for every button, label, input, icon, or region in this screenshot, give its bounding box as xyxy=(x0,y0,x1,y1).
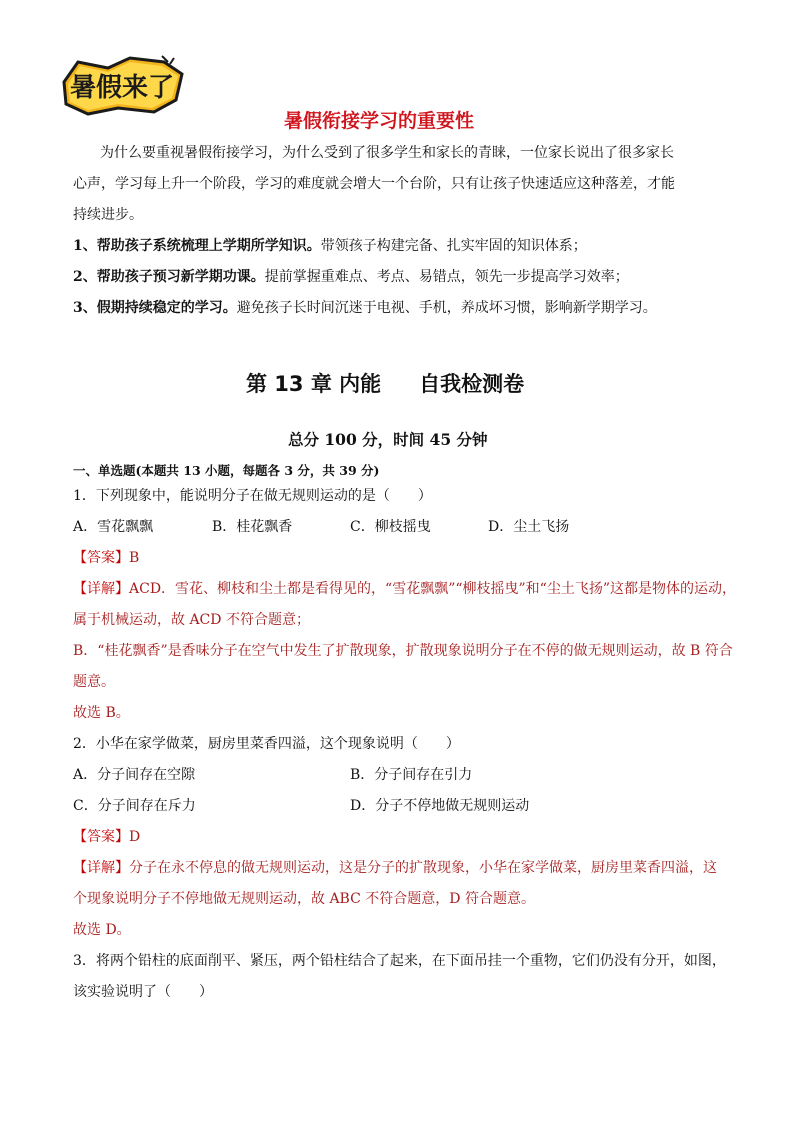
q2-detail-tag: 【详解】 xyxy=(73,860,129,876)
q2-answer-value: D xyxy=(129,829,141,845)
intro-point-2 xyxy=(73,267,629,287)
intro-point-3-body: 避免孩子长时间沉迷于电视、手机，养成坏习惯，影响新学期学习。 xyxy=(236,300,657,316)
intro-para-line-3: 持续进步。 xyxy=(73,207,143,223)
q2-option-b: B．分子间存在引力 xyxy=(350,767,473,783)
chapter-title xyxy=(246,368,524,398)
summer-vacation-logo xyxy=(58,52,186,118)
q3-stem-line-1: 3．将两个铅柱的底面削平、紧压，两个铅柱结合了起来，在下面吊挂一个重物，它们仍没有分开，如图， xyxy=(73,953,726,969)
q1-answer xyxy=(73,548,139,568)
q1-option-a: A．雪花飘飘 xyxy=(73,519,154,535)
logo-text: 暑假来了 xyxy=(69,73,175,103)
q1-answer-tag: 【答案】 xyxy=(73,550,129,566)
intro-point-2-head: 2、帮助孩子预习新学期功课。 xyxy=(73,269,265,285)
q2-answer xyxy=(73,827,140,847)
q2-detail-text-1: 分子在永不停息的做无规则运动，这是分子的扩散现象，小华在家学做菜，厨房里菜香四溢，这 xyxy=(129,860,717,876)
q1-detail-text-1: ACD．雪花、柳枝和尘土都是看得见的，“雪花飘飘”“柳枝摇曳”和“尘土飞扬”这都是物体的运动， xyxy=(129,581,736,597)
q2-option-d: D．分子不停地做无规则运动 xyxy=(350,798,530,814)
q1-answer-value: B xyxy=(129,550,140,566)
q1-detail-tag: 【详解】 xyxy=(73,581,129,597)
q1-detail-line-4: 题意。 xyxy=(73,674,115,690)
q1-detail-line-1 xyxy=(73,579,736,599)
intro-point-3 xyxy=(73,298,657,318)
chapter-title-main: 第 13 章 内能 xyxy=(246,372,382,396)
q1-detail-line-3: B．“桂花飘香”是香味分子在空气中发生了扩散现象，扩散现象说明分子在不停的做无规则运动，故 B 符合 xyxy=(73,643,733,659)
q1-detail-line-2: 属于机械运动，故 ACD 不符合题意； xyxy=(73,612,310,628)
q2-option-a: A．分子间存在空隙 xyxy=(73,767,196,783)
intro-point-3-head: 3、假期持续稳定的学习。 xyxy=(73,300,237,316)
intro-point-1 xyxy=(73,236,587,256)
q2-detail-line-1 xyxy=(73,858,717,878)
q1-option-b: B．桂花飘香 xyxy=(212,519,293,535)
q3-stem-line-2: 该实验说明了（ ） xyxy=(73,984,213,1000)
q2-detail-line-2: 个现象说明分子不停地做无规则运动，故 ABC 不符合题意，D 符合题意。 xyxy=(73,891,535,907)
q2-conclusion: 故选 D。 xyxy=(73,922,131,938)
intro-point-1-body: 带领孩子构建完备、扎实牢固的知识体系； xyxy=(320,238,587,254)
section-heading: 一、单选题(本题共 13 小题，每题各 3 分，共 39 分) xyxy=(73,463,380,478)
score-line: 总分 100 分，时间 45 分钟 xyxy=(288,430,488,449)
q1-option-c: C．柳枝摇曳 xyxy=(350,519,431,535)
q1-option-d: D．尘土飞扬 xyxy=(488,519,570,535)
q1-stem: 1．下列现象中，能说明分子在做无规则运动的是（ ） xyxy=(73,488,432,504)
intro-point-2-body: 提前掌握重难点、考点、易错点，领先一步提高学习效率； xyxy=(264,269,629,285)
q2-answer-tag: 【答案】 xyxy=(73,829,129,845)
intro-para-line-1: 为什么要重视暑假衔接学习，为什么受到了很多学生和家长的青睐，一位家长说出了很多家长 xyxy=(100,145,674,161)
chapter-title-sub: 自我检测卷 xyxy=(419,372,525,396)
intro-title: 暑假衔接学习的重要性 xyxy=(284,110,475,132)
q2-option-c: C．分子间存在斥力 xyxy=(73,798,196,814)
q2-stem: 2．小华在家学做菜，厨房里菜香四溢，这个现象说明（ ） xyxy=(73,736,460,752)
intro-para-line-2: 心声，学习每上升一个阶段，学习的难度就会增大一个台阶，只有让孩子快速适应这种落差，才能 xyxy=(73,176,675,192)
q1-conclusion: 故选 B。 xyxy=(73,705,130,721)
intro-point-1-head: 1、帮助孩子系统梳理上学期所学知识。 xyxy=(73,238,321,254)
